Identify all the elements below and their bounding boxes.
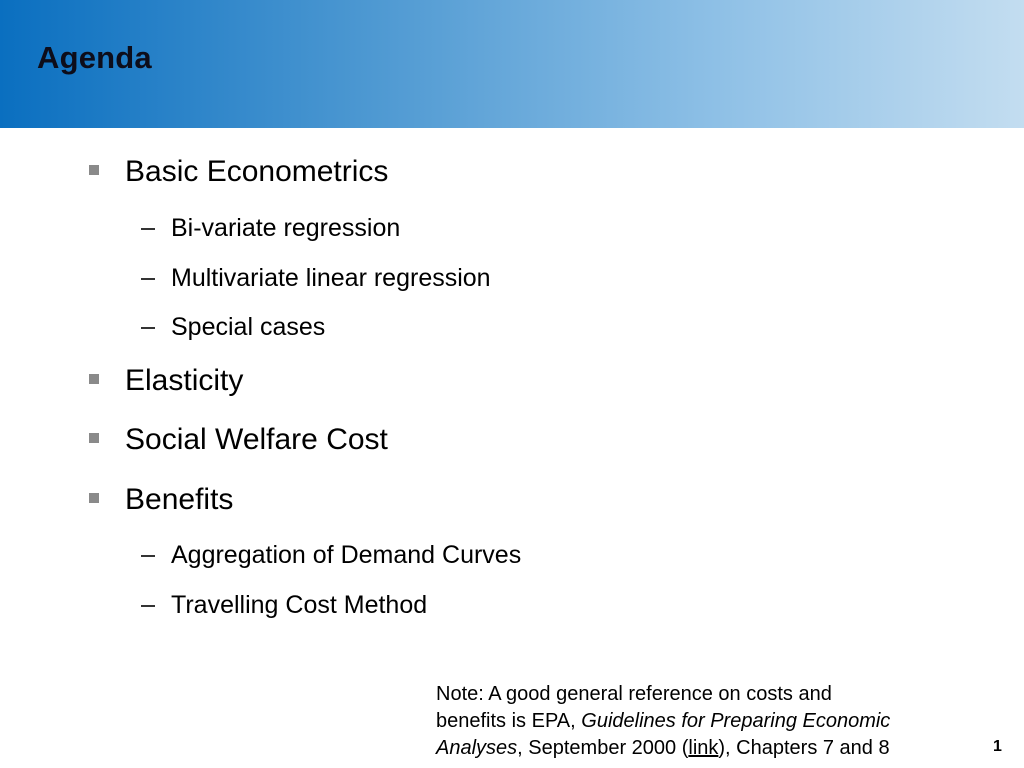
slide-title: Agenda [37,40,152,75]
agenda-subitem [141,214,400,243]
dash-bullet-icon [141,228,155,230]
reference-link[interactable]: link [688,737,719,759]
agenda-subitem-label: Multivariate linear regression [171,264,491,292]
agenda-item [89,155,388,189]
agenda-item [89,423,388,457]
note-line2-italic: Guidelines for Preparing Economic [581,710,891,732]
page-number: 1 [993,738,1002,755]
dash-bullet-icon [141,278,155,280]
square-bullet-icon [89,374,99,384]
agenda-item-label: Benefits [125,483,234,516]
note-line3-mid: , September 2000 ( [517,737,689,759]
agenda-subitem [141,541,521,570]
note-line3-suffix: ), Chapters 7 and 8 [718,737,890,759]
agenda-subitem [141,264,491,293]
dash-bullet-icon [141,327,155,329]
square-bullet-icon [89,433,99,443]
agenda-subitem [141,591,427,620]
agenda-item-label: Social Welfare Cost [125,423,388,456]
dash-bullet-icon [141,555,155,557]
agenda-item [89,483,233,517]
agenda-subitem-label: Bi-variate regression [171,214,401,242]
agenda-subitem-label: Aggregation of Demand Curves [171,541,522,569]
agenda-subitem-label: Special cases [171,313,326,341]
agenda-item-label: Basic Econometrics [125,155,389,188]
note-line3-italic: Analyses [436,737,518,759]
agenda-item-label: Elasticity [125,364,244,397]
note-line1: Note: A good general reference on costs and [436,683,832,705]
agenda-subitem-label: Travelling Cost Method [171,591,428,619]
agenda-subitem [141,313,325,342]
dash-bullet-icon [141,605,155,607]
square-bullet-icon [89,493,99,503]
reference-note [436,681,976,762]
note-line2-prefix: benefits is EPA, [436,710,582,732]
square-bullet-icon [89,165,99,175]
agenda-item [89,364,243,398]
